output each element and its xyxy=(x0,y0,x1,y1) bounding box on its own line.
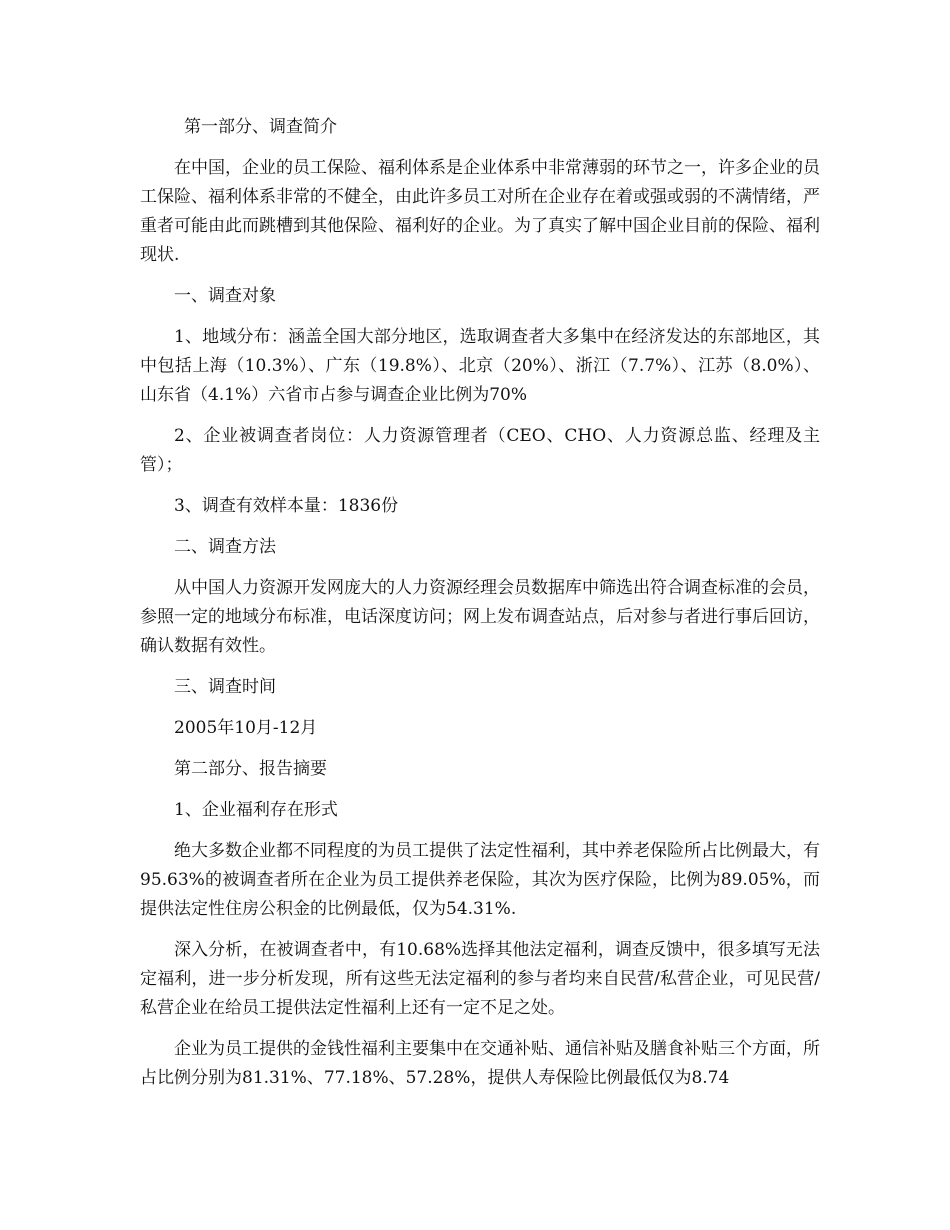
section-heading: 第二部分、报告摘要 xyxy=(174,759,327,779)
paragraph: 在中国，企业的员工保险、福利体系是企业体系中非常薄弱的环节之一，许多企业的员工保险、福利体系非常的不健全，由此许多员工对所在企业存在着或强或弱的不满情绪，严重者可能由此而跳槽到其他保险、福利好的企业。为了真实了解中国企业目前的保险、福利现状. xyxy=(140,158,820,265)
paragraph: 2、企业被调查者岗位：人力资源管理者（CEO、CHO、人力资源总监、经理及主管）； xyxy=(140,426,820,475)
paragraph: 企业为员工提供的金钱性福利主要集中在交通补贴、通信补贴及膳食补贴三个方面，所占比例分别为81.31%、77.18%、57.28%，提供人寿保险比例最低仅为8.74 xyxy=(140,1039,820,1088)
paragraph: 从中国人力资源开发网庞大的人力资源经理会员数据库中筛选出符合调查标准的会员，参照一定的地域分布标准，电话深度访问；网上发布调查站点，后对参与者进行事后回访，确认数据有效性。 xyxy=(140,578,820,656)
paragraph: 深入分析，在被调查者中，有10.68%选择其他法定福利，调查反馈中，很多填写无法定福利，进一步分析发现，所有这些无法定福利的参与者均来自民营/私营企业，可见民营/私营企业在给员工提供法定性福利上还有一定不足之处。 xyxy=(140,940,820,1018)
paragraph: 1、地域分布：涵盖全国大部分地区，选取调查者大多集中在经济发达的东部地区，其中包括上海（10.3%）、广东（19.8%）、北京（20%）、浙江（7.7%）、江苏（8.0%）、山东省（4.1%）六省市占参与调查企业比例为70% xyxy=(140,327,820,405)
subheading: 二、调查方法 xyxy=(174,537,276,557)
document-page xyxy=(140,113,820,1093)
subheading: 1、企业福利存在形式 xyxy=(174,800,338,820)
section-heading: 第一部分、调查简介 xyxy=(184,117,337,137)
paragraph: 3、调查有效样本量：1836份 xyxy=(174,496,399,516)
paragraph: 绝大多数企业都不同程度的为员工提供了法定性福利，其中养老保险所占比例最大，有95.63%的被调查者所在企业为员工提供养老保险，其次为医疗保险，比例为89.05%，而提供法定性住房公积金的比例最低，仅为54.31%. xyxy=(140,841,820,919)
subheading: 一、调查对象 xyxy=(174,286,276,306)
paragraph: 2005年10月-12月 xyxy=(174,718,318,738)
subheading: 三、调查时间 xyxy=(174,677,276,697)
